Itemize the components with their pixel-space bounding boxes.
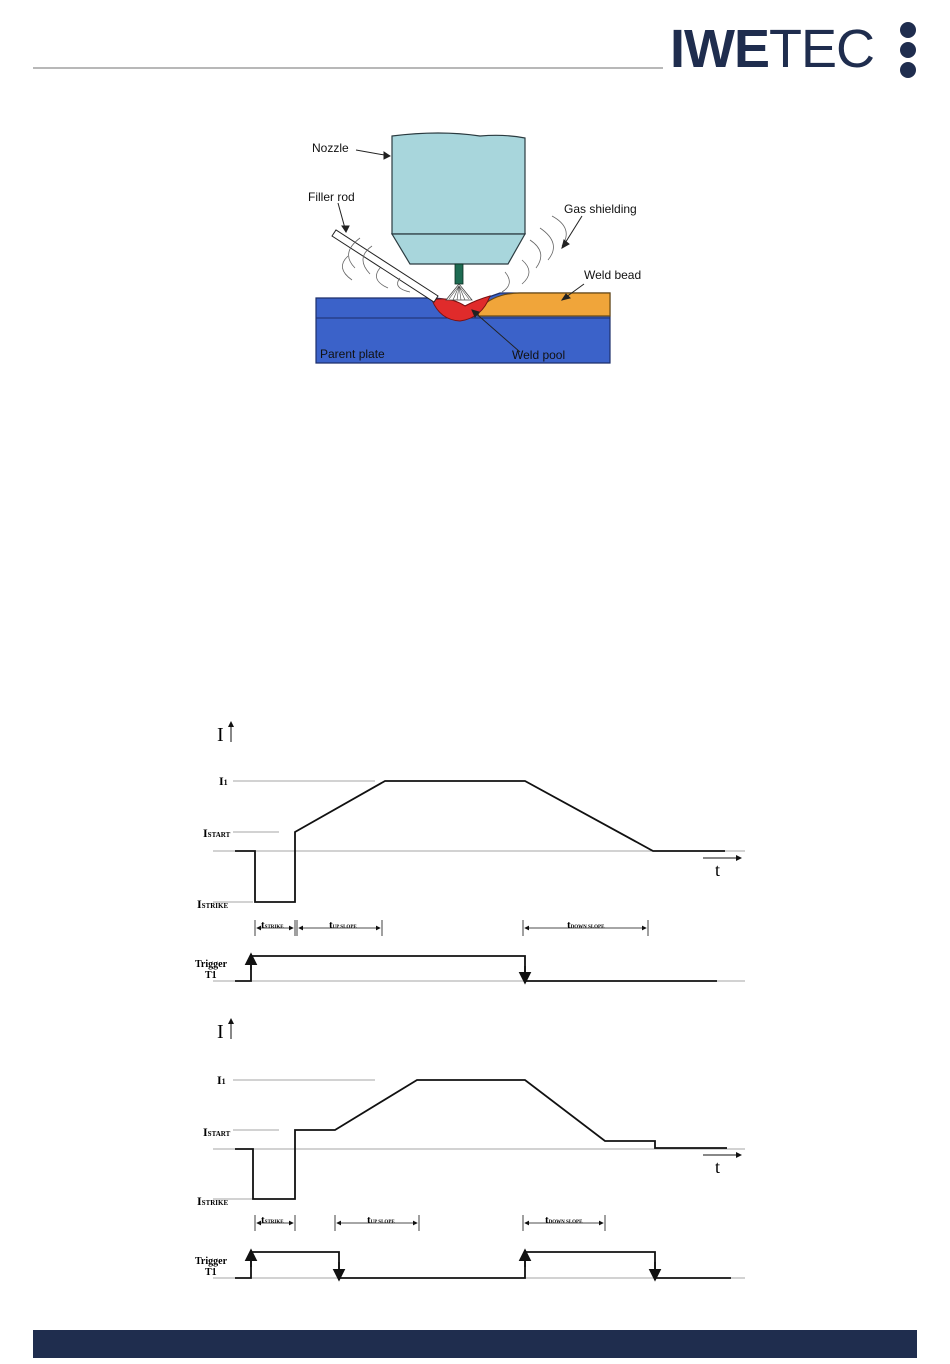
interval-label-upslope: tUP SLOPE [367,1214,395,1226]
tig-welding-diagram [300,128,660,368]
current-waveform [235,1080,727,1199]
welding-current-chart-4t [185,1005,755,1295]
label-gas-shielding: Gas shielding [564,202,637,216]
trigger-waveform [235,1252,731,1278]
interval-label-downslope: tDOWN SLOPE [567,919,605,931]
logo-text-light: TEC [769,19,874,79]
x-axis-label: t [715,1157,721,1177]
trigger-waveform [235,956,717,981]
trigger-label-t1: T1 [205,970,217,981]
header-rule [33,67,663,69]
label-parent-plate: Parent plate [320,347,385,361]
level-label-istrike: ISTRIKE [197,897,229,911]
x-axis-label: t [715,860,721,880]
interval-label-strike: tSTRIKE [261,919,284,931]
iwetec-logo [670,18,920,80]
logo-dots-icon [898,22,918,78]
y-axis-label: I [217,1021,224,1043]
level-label-istart: ISTART [203,826,231,840]
interval-label-downslope: tDOWN SLOPE [545,1214,583,1226]
current-waveform [235,781,725,902]
level-label-istart: ISTART [203,1125,231,1139]
label-weld-bead: Weld bead [584,268,642,282]
logo-text-bold: IWE [670,19,769,79]
trigger-label: Trigger [195,1256,228,1267]
welding-current-chart-2t [185,708,755,998]
footer-bar [33,1330,917,1358]
label-filler-rod: Filler rod [308,190,355,204]
interval-label-strike: tSTRIKE [261,1214,284,1226]
interval-label-upslope: tUP SLOPE [329,919,357,931]
y-axis-label: I [217,724,224,746]
logo-text [670,18,874,80]
label-nozzle: Nozzle [312,141,349,155]
level-label-i1: I1 [219,774,228,788]
trigger-label: Trigger [195,959,228,970]
label-weld-pool: Weld pool [512,348,566,362]
trigger-label-t1: T1 [205,1267,217,1278]
level-label-i1: I1 [217,1073,226,1087]
level-label-istrike: ISTRIKE [197,1194,229,1208]
